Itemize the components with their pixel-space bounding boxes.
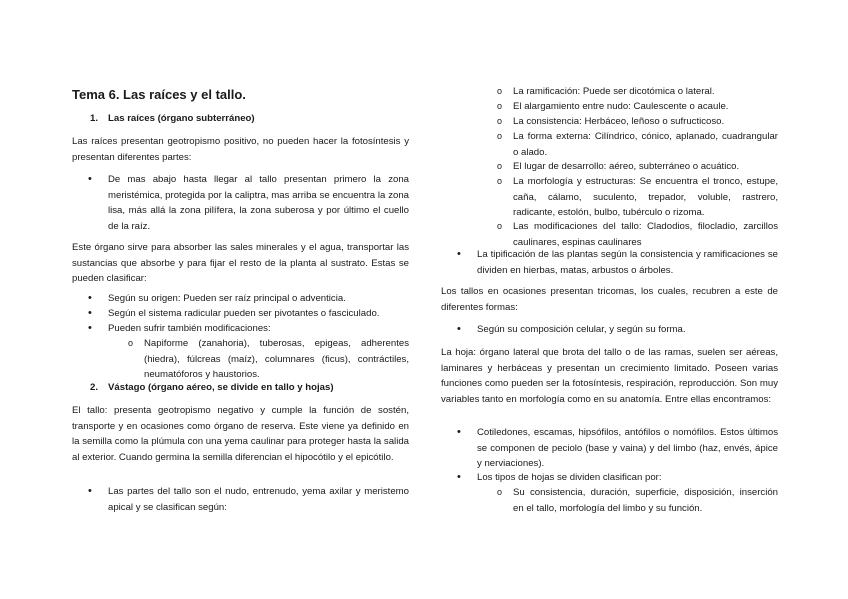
leaf-paragraph: La hoja: órgano lateral que brota del tallo o de las ramas, suelen ser aéreas, laminares y herbáceas y presentan un crecimiento limitado. Poseen varias funciones como pueden ser la fotosíntesis, respiración, reproducción. Son muy variables tanto en morfología como en su anatomía. Entre ellas encontramos: xyxy=(441,347,778,405)
circle-marker: o xyxy=(497,221,503,231)
leaf-types-item: Cotiledones, escamas, hipsófilos, antófilos o nomófilos. Estos últimos se componen de peciolo (base y vaina) y del limbo (haz, envés, ápice y nerviaciones). xyxy=(477,427,778,469)
bullet-marker: • xyxy=(88,485,92,497)
bullet-marker: • xyxy=(457,426,461,438)
stem-branching-item: La ramificación: Puede ser dicotómica o lateral. xyxy=(513,86,715,97)
stem-parts-item: Las partes del tallo son el nudo, entrenudo, yema axilar y meristemo apical y se clasifican según: xyxy=(108,486,409,513)
stem-morphology-item: La morfología y estructuras: Se encuentra el tronco, estupe, caña, cálamo, suculento, trepador, voluble, rastrero, radicante, estolón, bulbo, tubérculo o rizoma. xyxy=(513,176,778,218)
stem-paragraph: El tallo: presenta geotropismo negativo y cumple la función de sostén, transporte y en ocasiones como órgano de reserva. Este viene ya definido en la semilla como la plúmula con una yema caulinar para proteger hasta la salida al exterior. Cuando germina la semilla diferencian el hipocótilo y el epicótilo. xyxy=(72,405,409,463)
roots-intro-paragraph: Las raíces presentan geotropismo positivo, no pueden hacer la fotosíntesis y presentan diferentes partes: xyxy=(72,136,409,163)
circle-marker: o xyxy=(497,161,503,171)
roots-modifications-item: Pueden sufrir también modificaciones: xyxy=(108,323,271,334)
trichomes-paragraph: Los tallos en ocasiones presentan tricomas, los cuales, recubren a este de diferentes formas: xyxy=(441,286,778,313)
bullet-marker: • xyxy=(88,292,92,304)
stem-modifications-item: Las modificaciones del tallo: Cladodios, filocladio, zarcillos caulinares, espinas caulinares xyxy=(513,221,778,248)
bullet-marker: • xyxy=(88,173,92,185)
bullet-marker: • xyxy=(457,471,461,483)
section-2-number: 2. xyxy=(90,382,99,393)
section-1-heading: Las raíces (órgano subterráneo) xyxy=(108,113,255,124)
stem-elongation-item: El alargamiento entre nudo: Caulescente o acaule. xyxy=(513,101,729,112)
circle-marker: o xyxy=(128,338,134,348)
circle-marker: o xyxy=(497,131,503,141)
bullet-marker: • xyxy=(457,323,461,335)
stem-consistency-item: La consistencia: Herbáceo, leñoso o sufructicoso. xyxy=(513,116,725,127)
roots-origin-item: Según su origen: Pueden ser raíz principal o adventicia. xyxy=(108,293,346,304)
circle-marker: o xyxy=(497,86,503,96)
bullet-marker: • xyxy=(457,248,461,260)
section-1-number: 1. xyxy=(90,113,99,124)
circle-marker: o xyxy=(497,176,503,186)
circle-marker: o xyxy=(497,487,503,497)
roots-function-paragraph: Este órgano sirve para absorber las sales minerales y el agua, transportar las sustancias que absorbe y para fijar el resto de la planta al sustrato. Estas se pueden clasificar: xyxy=(72,242,409,284)
roots-system-item: Según el sistema radicular pueden ser pivotantes o fasciculado. xyxy=(108,308,380,319)
leaf-classification-item: Los tipos de hojas se dividen clasifican por: xyxy=(477,472,662,483)
circle-marker: o xyxy=(497,101,503,111)
bullet-marker: • xyxy=(88,322,92,334)
stem-shape-item: La forma externa: Cilíndrico, cónico, aplanado, cuadrangular o alado. xyxy=(513,131,778,158)
plant-typing-item: La tipificación de las plantas según la consistencia y ramificaciones se dividen en hierbas, matas, arbustos o árboles. xyxy=(477,249,778,276)
roots-modifications-list: Napiforme (zanahoria), tuberosas, epigeas, adherentes (hiedra), fúlcreas (maíz), columnares (ficus), contráctiles, neumatóforos y haustorios. xyxy=(144,338,409,380)
leaf-criteria-item: Su consistencia, duración, superficie, disposición, inserción en el tallo, morfología del limbo y su función. xyxy=(513,487,778,514)
stem-location-item: El lugar de desarrollo: aéreo, subterráneo o acuático. xyxy=(513,161,740,172)
bullet-marker: • xyxy=(88,307,92,319)
roots-parts-item: De mas abajo hasta llegar al tallo presentan primero la zona meristémica, protegida por la caliptra, mas arriba se encuentra la zona lisa, más allá la zona pilífera, la zona suberosa y por último el cuello de la raíz. xyxy=(108,174,409,232)
circle-marker: o xyxy=(497,116,503,126)
section-2-heading: Vástago (órgano aéreo, se divide en tallo y hojas) xyxy=(108,382,334,393)
trichomes-item: Según su composición celular, y según su forma. xyxy=(477,324,686,335)
page-title: Tema 6. Las raíces y el tallo. xyxy=(72,87,246,102)
